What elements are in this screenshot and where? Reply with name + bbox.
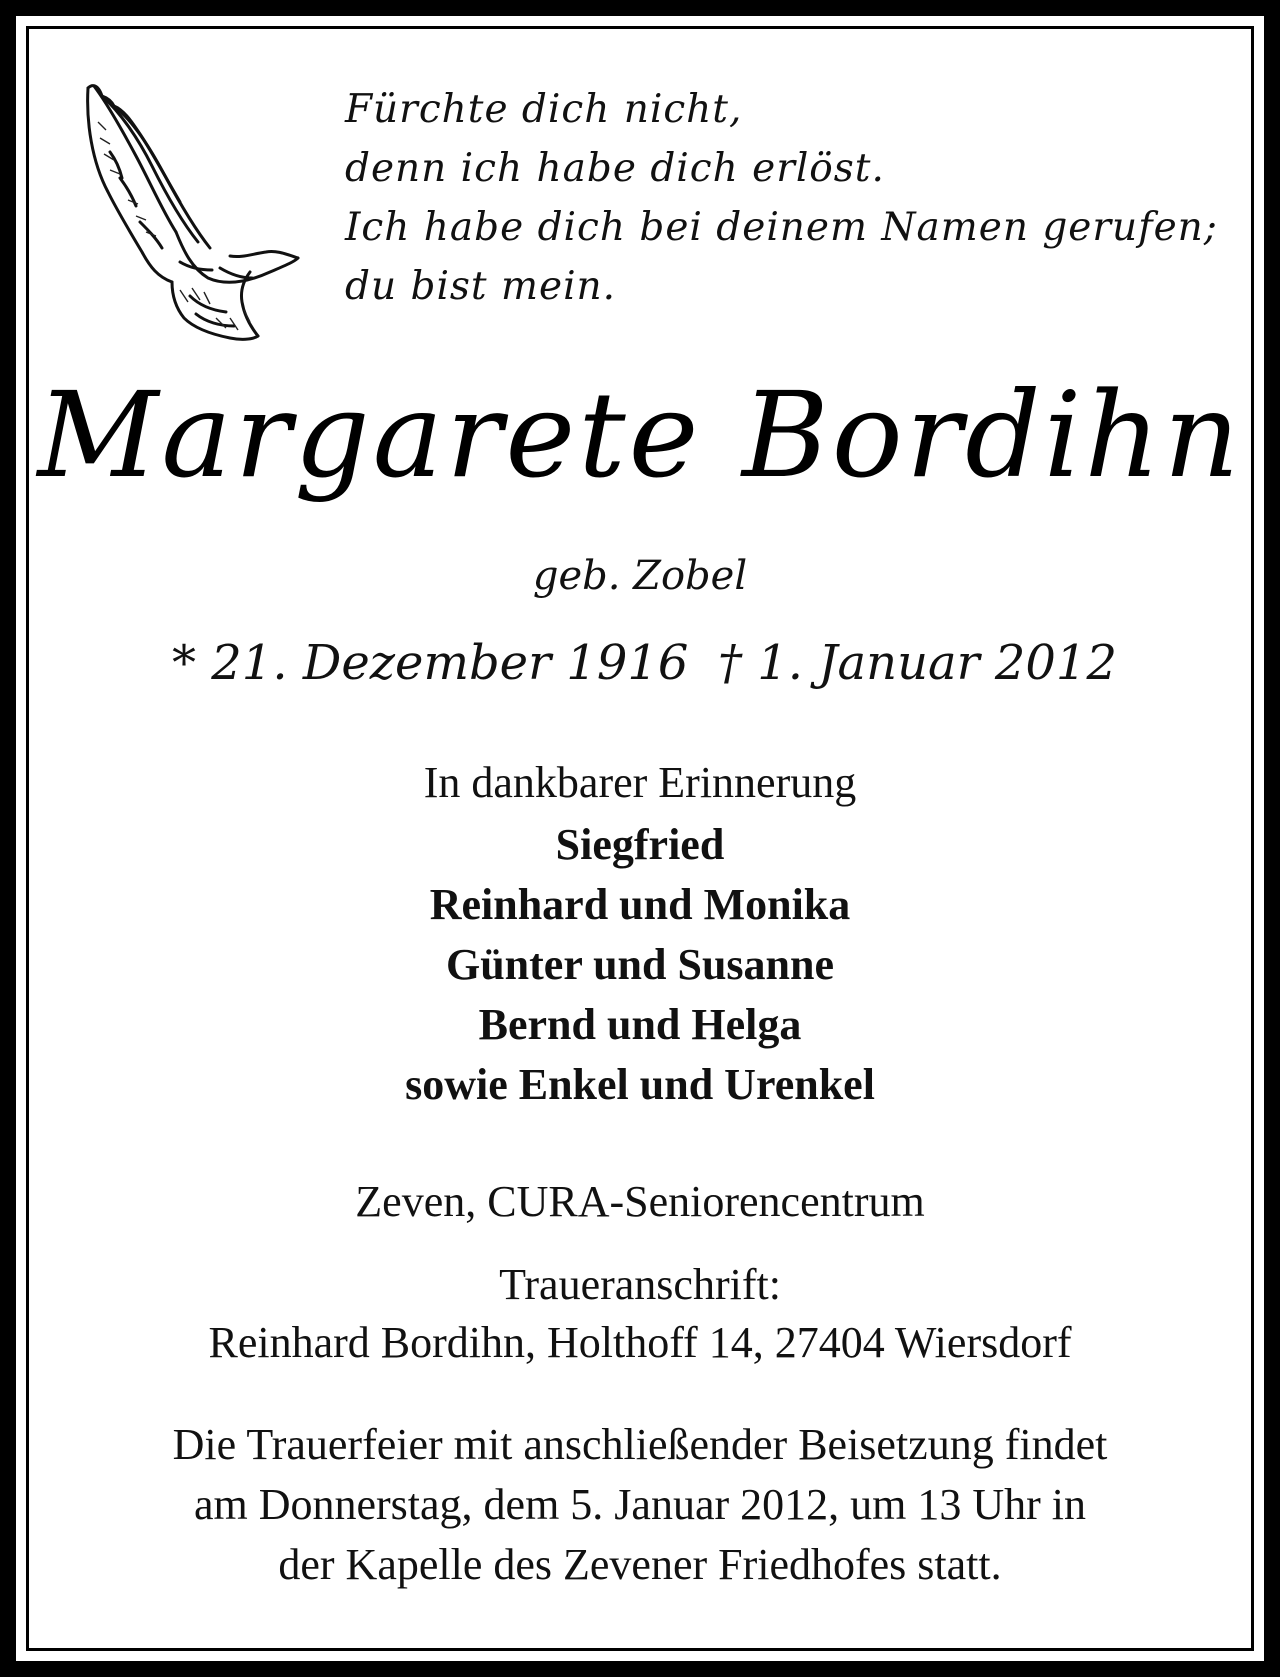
maiden-name: geb. Zobel xyxy=(532,553,748,599)
family-member: Reinhard und Monika xyxy=(429,880,851,929)
service-line: am Donnerstag, dem 5. Januar 2012, um 13 Uhr in xyxy=(193,1480,1087,1529)
family-member: Günter und Susanne xyxy=(445,940,835,989)
address-label: Traueranschrift: xyxy=(499,1260,781,1309)
verse-line: du bist mein. xyxy=(345,264,617,309)
place-line: Zeven, CURA-Seniorencentrum xyxy=(355,1177,925,1226)
verse-line: denn ich habe dich erlöst. xyxy=(345,146,885,191)
service-notice xyxy=(0,1415,1280,1595)
family-member: Bernd und Helga xyxy=(478,1000,802,1049)
family-list xyxy=(0,815,1280,1115)
service-line: der Kapelle des Zevener Friedhofes statt. xyxy=(278,1540,1002,1589)
address-line: Reinhard Bordihn, Holthoff 14, 27404 Wiersdorf xyxy=(208,1318,1072,1367)
verse-line: Ich habe dich bei deinem Namen gerufen; xyxy=(345,205,1218,250)
family-member: Siegfried xyxy=(555,820,725,869)
family-member: sowie Enkel und Urenkel xyxy=(405,1060,875,1109)
death-date: † 1. Januar 2012 xyxy=(718,635,1117,691)
verse xyxy=(345,80,1225,316)
praying-hands-icon xyxy=(80,82,300,344)
deceased-name: Margarete Bordihn xyxy=(37,366,1243,504)
birth-date: * 21. Dezember 1916 xyxy=(172,635,689,691)
verse-line: Fürchte dich nicht, xyxy=(345,87,743,132)
memory-line: In dankbarer Erinnerung xyxy=(423,758,857,807)
service-line: Die Trauerfeier mit anschließender Beisetzung findet xyxy=(172,1420,1108,1469)
life-dates xyxy=(0,635,1280,695)
